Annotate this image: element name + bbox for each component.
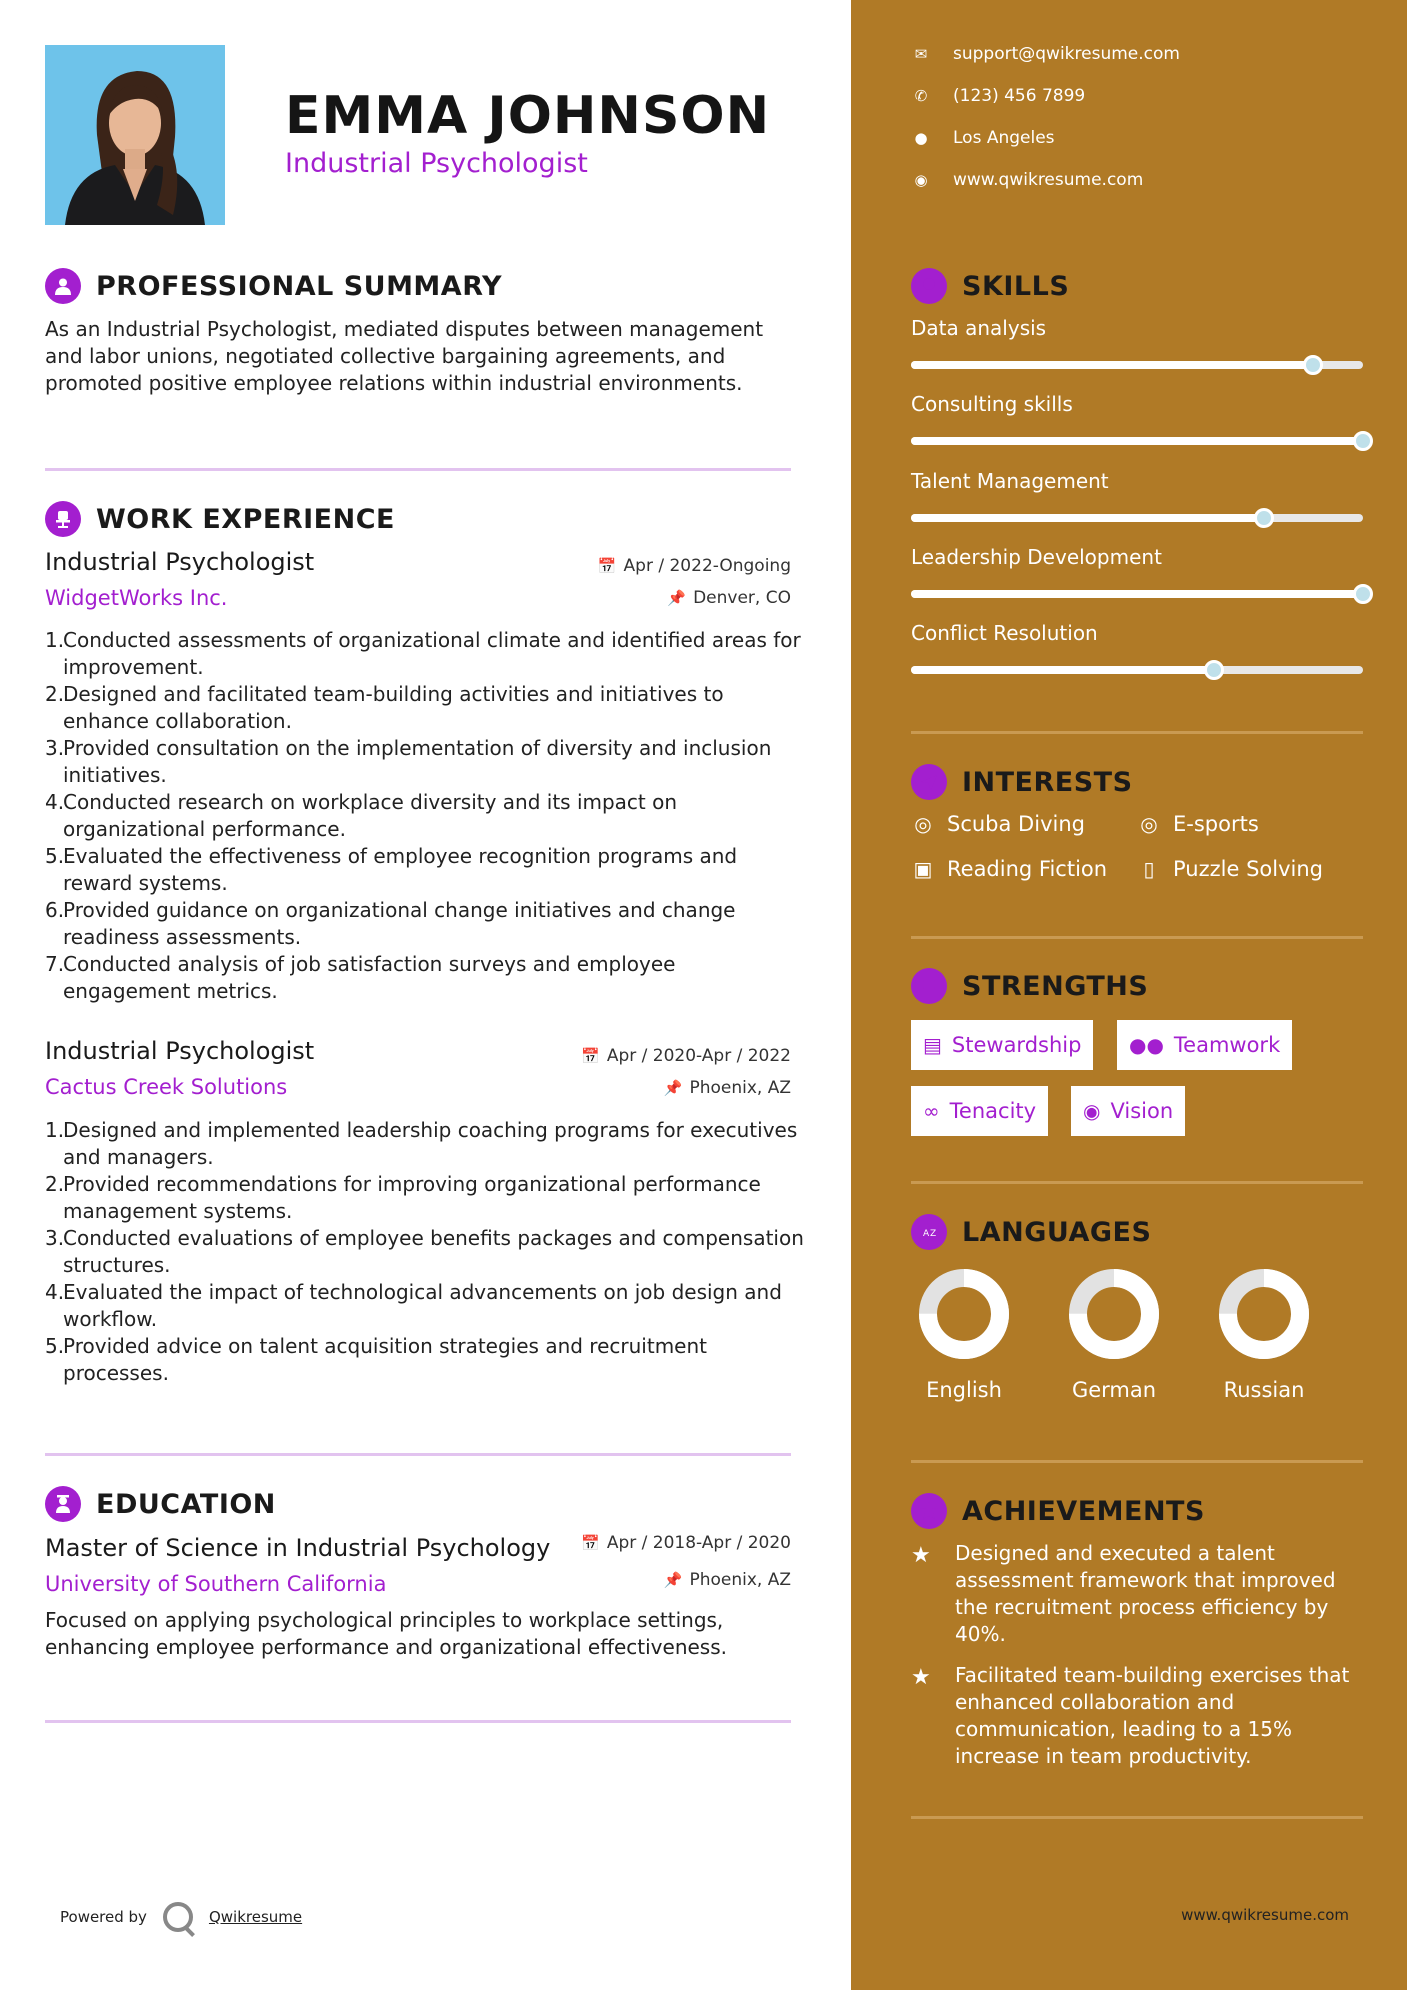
- list-item: 5. Evaluated the effectiveness of employee recognition programs and reward systems.: [45, 844, 738, 895]
- location-pin-icon: ●: [914, 129, 928, 147]
- fist-icon: [911, 968, 947, 1004]
- skill-label: Talent Management: [911, 469, 1109, 493]
- experience-title: WORK EXPERIENCE: [96, 503, 395, 535]
- interests-title: INTERESTS: [962, 766, 1133, 798]
- languages-title: LANGUAGES: [962, 1216, 1152, 1248]
- strength-label: Stewardship: [951, 1033, 1082, 1057]
- job-date: [598, 556, 791, 576]
- pin-icon: 📌: [663, 1571, 683, 1589]
- list-item: 6. Provided guidance on organizational change initiatives and change readiness assessments.: [45, 898, 736, 949]
- powered-by-label: Powered by: [60, 1908, 147, 1926]
- job-location: [664, 1078, 791, 1098]
- education-heading: [45, 1486, 276, 1522]
- language-label: English: [926, 1378, 1002, 1402]
- binoculars-icon: ◉: [1083, 1099, 1101, 1123]
- interest-item: [911, 857, 1107, 881]
- skill-level-knob: [1204, 660, 1224, 680]
- lifebuoy-icon: ◎: [1140, 812, 1158, 836]
- candidate-name: EMMA JOHNSON: [285, 86, 771, 146]
- skill-bar: [911, 590, 1363, 598]
- job-location: [667, 588, 791, 608]
- divider: [911, 731, 1363, 734]
- strength-label: Tenacity: [949, 1099, 1037, 1123]
- envelope-icon: ✉: [914, 45, 928, 63]
- star-icon: ★: [911, 1543, 931, 1568]
- achievements-heading: [911, 1493, 1205, 1529]
- divider: [45, 1453, 791, 1456]
- list-item: 3. Provided consultation on the implementation of diversity and inclusion initiatives.: [45, 736, 772, 787]
- strengths-title: STRENGTHS: [962, 970, 1149, 1002]
- language-gauge: [918, 1268, 1010, 1360]
- job-bullets: [45, 1117, 805, 1387]
- job-location-text: Denver, CO: [693, 588, 791, 608]
- list-item: 5. Provided advice on talent acquisition strategies and recruitment processes.: [45, 1334, 707, 1385]
- job-bullets: [45, 627, 805, 1005]
- calendar-icon: 📅: [581, 1047, 600, 1065]
- achievement-text: Designed and executed a talent assessment framework that improved the recruitment process efficiency by 40%.: [955, 1541, 1336, 1646]
- divider: [45, 1720, 791, 1723]
- language-item: [1064, 1268, 1164, 1402]
- language-gauge: [1218, 1268, 1310, 1360]
- link-icon: ∞: [923, 1099, 940, 1123]
- contact-website[interactable]: [911, 170, 1143, 190]
- strengths-heading: [911, 968, 1148, 1004]
- paper-plane-icon: [911, 764, 947, 800]
- interest-label: Scuba Diving: [947, 812, 1085, 836]
- pin-icon: 📌: [663, 1079, 683, 1097]
- list-item: 3. Conducted evaluations of employee benefits packages and compensation structures.: [45, 1226, 804, 1277]
- degree-title: Master of Science in Industrial Psychology: [45, 1534, 551, 1562]
- briefcase-icon: ▤: [923, 1033, 942, 1057]
- translate-icon: [911, 1214, 947, 1250]
- skill-label: Consulting skills: [911, 392, 1073, 416]
- strength-tag: [911, 1020, 1093, 1070]
- star-icon: [911, 1493, 947, 1529]
- divider: [911, 1816, 1363, 1819]
- language-label: Russian: [1223, 1378, 1305, 1402]
- education-date: [581, 1533, 791, 1553]
- contact-email[interactable]: [911, 44, 1180, 64]
- education-text: Focused on applying psychological principles to workplace settings, enhancing employee performance and organizational effectiveness.: [45, 1608, 728, 1659]
- profile-photo: [45, 45, 225, 225]
- skill-level-knob: [1353, 584, 1373, 604]
- job-date-text: Apr / 2022-Ongoing: [623, 556, 791, 576]
- education-title: EDUCATION: [96, 1488, 276, 1520]
- job-location-text: Phoenix, AZ: [689, 1078, 791, 1098]
- summary-heading: [45, 268, 502, 304]
- list-item: 4. Conducted research on workplace diversity and its impact on organizational performance.: [45, 790, 678, 841]
- divider: [911, 1460, 1363, 1463]
- achievement-item: [911, 1540, 1361, 1648]
- skill-bar: [911, 361, 1363, 369]
- graduate-icon: [45, 1486, 81, 1522]
- interest-item: [1137, 857, 1323, 881]
- book-icon: ▯: [1143, 857, 1155, 881]
- lifebuoy-icon: ◎: [914, 812, 932, 836]
- interest-label: Reading Fiction: [947, 857, 1108, 881]
- interest-item: [911, 812, 1085, 836]
- interest-label: Puzzle Solving: [1173, 857, 1323, 881]
- pin-icon: 📌: [667, 589, 687, 607]
- skill-label: Data analysis: [911, 316, 1047, 340]
- skill-level-knob: [1353, 431, 1373, 451]
- language-item: [914, 1268, 1014, 1402]
- job-date: [581, 1046, 791, 1066]
- company-name: Cactus Creek Solutions: [45, 1075, 288, 1099]
- skill-level-knob: [1254, 508, 1274, 528]
- brand-link[interactable]: Qwikresume: [208, 1908, 303, 1926]
- list-item: 2. Designed and facilitated team-building activities and initiatives to enhance collaboration.: [45, 682, 724, 733]
- school-name: University of Southern California: [45, 1572, 387, 1596]
- list-item: 7. Conducted analysis of job satisfaction surveys and employee engagement metrics.: [45, 952, 676, 1003]
- office-chair-icon: [45, 501, 81, 537]
- skill-bar: [911, 666, 1363, 674]
- strength-tag: [911, 1086, 1048, 1136]
- contact-location-text: Los Angeles: [953, 128, 1055, 148]
- footer-powered-by: [60, 1902, 302, 1932]
- experience-heading: [45, 501, 395, 537]
- job-title: Industrial Psychologist: [45, 1037, 315, 1065]
- company-name: WidgetWorks Inc.: [45, 586, 228, 610]
- list-item: 1. Designed and implemented leadership coaching programs for executives and managers.: [45, 1118, 798, 1169]
- divider: [911, 1181, 1363, 1184]
- divider: [911, 936, 1363, 939]
- calendar-icon: 📅: [581, 1534, 600, 1552]
- achievements-title: ACHIEVEMENTS: [962, 1495, 1205, 1527]
- languages-heading: [911, 1214, 1151, 1250]
- contact-email-text: support@qwikresume.com: [953, 44, 1180, 64]
- interest-item: [1137, 812, 1259, 836]
- education-date-text: Apr / 2018-Apr / 2020: [606, 1533, 791, 1553]
- education-location: [664, 1570, 791, 1590]
- strength-tag: [1117, 1020, 1292, 1070]
- skills-heading: [911, 268, 1069, 304]
- job-date-text: Apr / 2020-Apr / 2022: [606, 1046, 791, 1066]
- globe-icon: ◉: [914, 171, 928, 189]
- contact-location: [911, 128, 1055, 148]
- star-icon: ★: [911, 1665, 931, 1690]
- summary-title: PROFESSIONAL SUMMARY: [96, 270, 503, 302]
- phone-icon: ✆: [914, 87, 928, 105]
- lightbulb-icon: [911, 268, 947, 304]
- divider: [45, 468, 791, 471]
- interests-heading: [911, 764, 1133, 800]
- skills-title: SKILLS: [962, 270, 1070, 302]
- contact-phone-text: (123) 456 7899: [953, 86, 1086, 106]
- achievement-text: Facilitated team-building exercises that enhanced collaboration and communication, leading to a 15% increase in team productivity.: [955, 1663, 1350, 1768]
- list-item: 2. Provided recommendations for improving organizational performance management systems.: [45, 1172, 761, 1223]
- strength-tag: [1071, 1086, 1185, 1136]
- achievement-item: [911, 1662, 1361, 1770]
- skill-label: Leadership Development: [911, 545, 1162, 569]
- footer-site[interactable]: www.qwikresume.com: [1181, 1906, 1349, 1924]
- gamepad-icon: ▣: [913, 857, 933, 881]
- skill-bar: [911, 514, 1363, 522]
- strength-label: Vision: [1110, 1099, 1174, 1123]
- list-item: 1. Conducted assessments of organizational climate and identified areas for improvement.: [45, 628, 801, 679]
- users-icon: ●●: [1129, 1033, 1164, 1057]
- strength-label: Teamwork: [1173, 1033, 1281, 1057]
- language-label: German: [1071, 1378, 1157, 1402]
- education-location-text: Phoenix, AZ: [689, 1570, 791, 1590]
- svg-text:Z: Z: [930, 1229, 937, 1239]
- interest-label: E-sports: [1173, 812, 1259, 836]
- calendar-icon: 📅: [597, 557, 617, 575]
- qwikresume-logo-icon: [163, 1902, 193, 1932]
- skill-bar: [911, 437, 1363, 445]
- candidate-title: Industrial Psychologist: [285, 148, 588, 179]
- summary-text: As an Industrial Psychologist, mediated disputes between management and labor unions, negotiated collective bargaining agreements, and promoted positive employee relations within industrial environments.: [45, 317, 764, 395]
- contact-phone[interactable]: [911, 86, 1085, 106]
- job-title: Industrial Psychologist: [45, 548, 315, 576]
- user-icon: [45, 268, 81, 304]
- svg-text:A: A: [923, 1229, 930, 1239]
- contact-website-text: www.qwikresume.com: [953, 170, 1144, 190]
- list-item: 4. Evaluated the impact of technological advancements on job design and workflow.: [45, 1280, 782, 1331]
- language-item: [1214, 1268, 1314, 1402]
- language-gauge: [1068, 1268, 1160, 1360]
- skill-label: Conflict Resolution: [911, 621, 1098, 645]
